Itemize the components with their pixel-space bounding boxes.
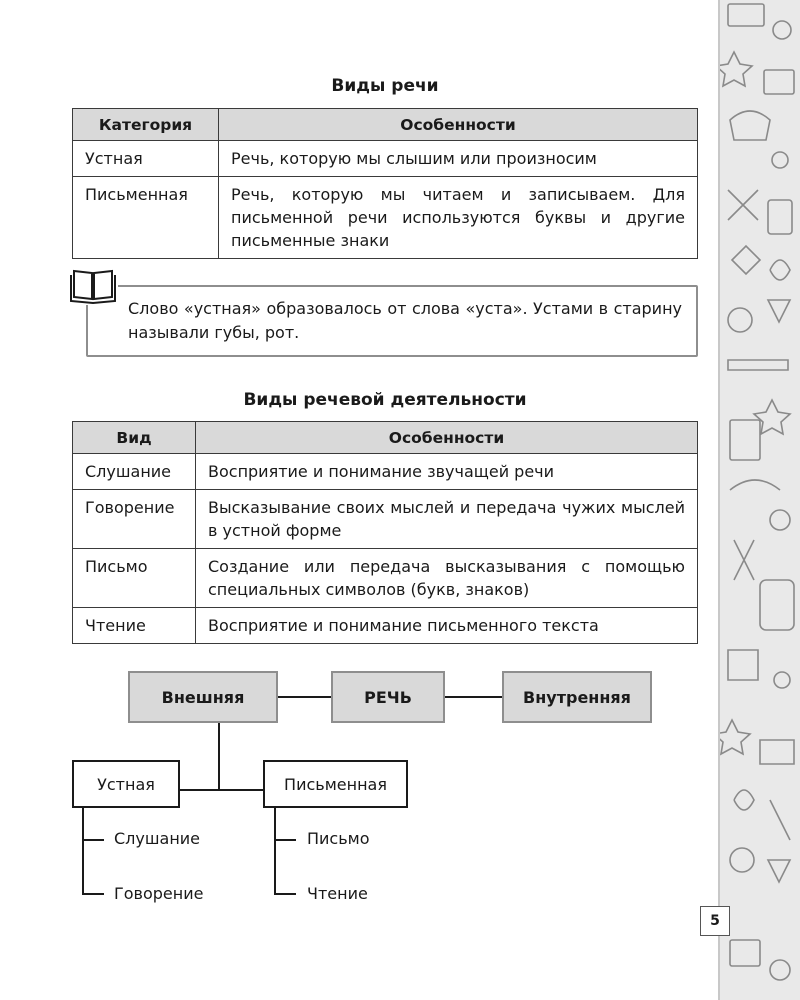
diagram-box-oral: Устная xyxy=(72,760,180,808)
brush-doodle-icon xyxy=(734,540,754,580)
table-row xyxy=(73,490,698,549)
activity-types-table xyxy=(72,421,698,644)
connector-line xyxy=(82,893,104,895)
apple-doodle-icon xyxy=(773,21,791,39)
open-book-icon xyxy=(68,265,118,305)
triangle-doodle-icon xyxy=(768,300,790,322)
table-row xyxy=(73,454,698,490)
row-description: Речь, которую мы читаем и записываем. Для письменной речи используются буквы и другие письменные знаки xyxy=(219,177,698,259)
table-row xyxy=(73,141,698,177)
pencil-doodle-icon xyxy=(770,800,790,840)
speech-types-table xyxy=(72,108,698,259)
diagram-item-reading: Чтение xyxy=(307,884,368,903)
page-number: 5 xyxy=(700,906,730,936)
row-name: Говорение xyxy=(73,490,196,549)
table-row xyxy=(73,177,698,259)
notebook-doodle-icon xyxy=(728,650,758,680)
diamond-doodle-icon xyxy=(732,246,760,274)
decorative-doodle-strip xyxy=(718,0,800,1000)
connector-line xyxy=(274,839,296,841)
connector-line xyxy=(274,893,296,895)
connector-line xyxy=(82,808,84,894)
column-header: Особенности xyxy=(219,109,698,141)
connector-line xyxy=(218,723,220,790)
diagram-item-listening: Слушание xyxy=(114,829,201,848)
leaf-doodle-icon xyxy=(734,790,754,810)
connector-line xyxy=(82,839,104,841)
row-name: Письмо xyxy=(73,549,196,608)
column-header: Особенности xyxy=(196,422,698,454)
ruler-doodle-icon xyxy=(728,360,788,370)
connector-line xyxy=(278,696,331,698)
star-doodle-icon xyxy=(720,52,752,86)
dot-doodle-icon xyxy=(772,152,788,168)
row-description: Восприятие и понимание звучащей речи xyxy=(196,454,698,490)
table-row xyxy=(73,549,698,608)
pencil-doodle-icon xyxy=(728,190,758,220)
dot-doodle-icon xyxy=(774,672,790,688)
row-description: Создание или передача высказывания с помощью специальных символов (букв, знаков) xyxy=(196,549,698,608)
diagram-box-written: Письменная xyxy=(263,760,408,808)
globe-doodle-icon xyxy=(728,308,752,332)
row-name: Чтение xyxy=(73,608,196,644)
note-box xyxy=(86,285,698,357)
connector-line xyxy=(445,696,502,698)
notebook-doodle-icon xyxy=(764,70,794,94)
notebook-doodle-icon xyxy=(730,940,760,966)
bag-doodle-icon xyxy=(730,111,770,140)
palette-doodle-icon xyxy=(770,960,790,980)
note-text: Слово «устная» образовалось от слова «уста». Устами в старину называли губы, рот. xyxy=(128,299,682,342)
column-header: Категория xyxy=(73,109,219,141)
apple-doodle-icon xyxy=(770,510,790,530)
table-header-row xyxy=(73,109,698,141)
leaf-doodle-icon xyxy=(770,260,790,280)
diagram-box-internal: Внутренняя xyxy=(502,671,652,723)
triangle-doodle-icon xyxy=(768,860,790,882)
table-row xyxy=(73,608,698,644)
connector-line xyxy=(180,789,263,791)
column-header: Вид xyxy=(73,422,196,454)
diagram-box-root: РЕЧЬ xyxy=(331,671,445,723)
diagram-item-writing: Письмо xyxy=(307,829,370,848)
book-doodle-icon xyxy=(760,740,794,764)
bulb-doodle-icon xyxy=(730,848,754,872)
calculator-doodle-icon xyxy=(768,200,792,234)
book-doodle-icon xyxy=(730,420,760,460)
backpack-doodle-icon xyxy=(760,580,794,630)
star-doodle-icon xyxy=(720,720,750,754)
row-name: Письменная xyxy=(73,177,219,259)
diagram-item-speaking: Говорение xyxy=(114,884,204,903)
table-header-row xyxy=(73,422,698,454)
connector-line xyxy=(274,808,276,894)
row-description: Высказывание своих мыслей и передача чужих мыслей в устной форме xyxy=(196,490,698,549)
arc-doodle-icon xyxy=(730,480,780,490)
book-doodle-icon xyxy=(728,4,764,26)
section-title-speech-types: Виды речи xyxy=(331,76,439,96)
row-name: Слушание xyxy=(73,454,196,490)
diagram-box-external: Внешняя xyxy=(128,671,278,723)
row-description: Восприятие и понимание письменного текста xyxy=(196,608,698,644)
section-title-activity-types: Виды речевой деятельности xyxy=(243,390,527,410)
row-description: Речь, которую мы слышим или произносим xyxy=(219,141,698,177)
row-name: Устная xyxy=(73,141,219,177)
